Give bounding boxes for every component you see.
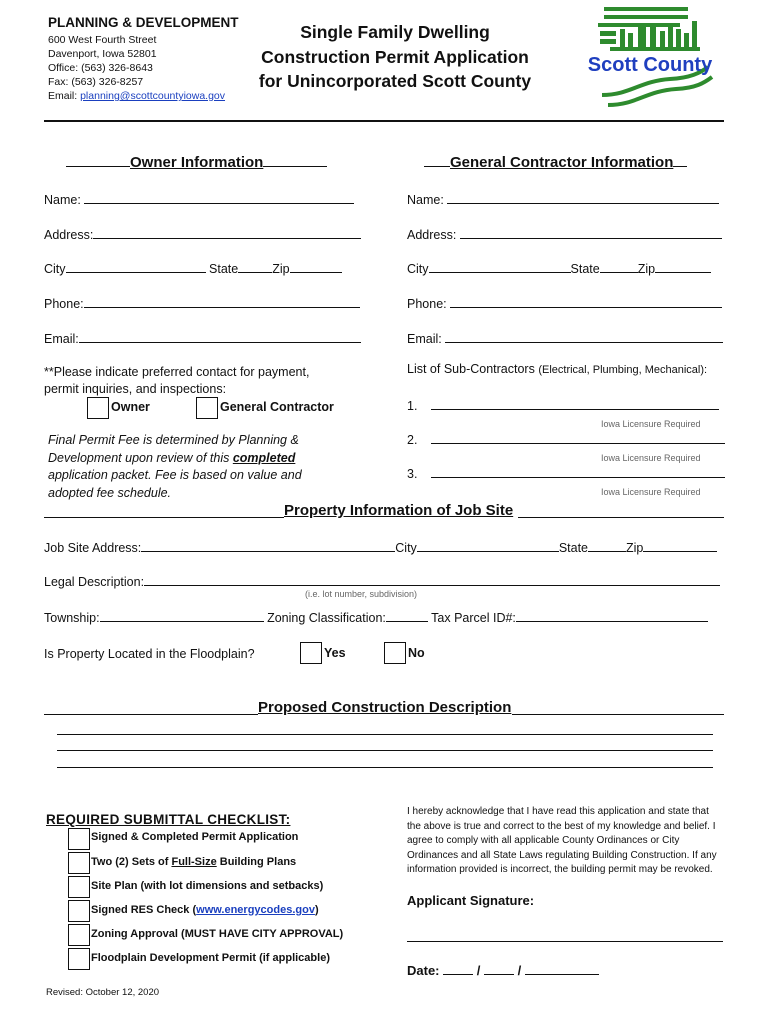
department-name: PLANNING & DEVELOPMENT xyxy=(48,15,239,30)
applicant-signature-label: Applicant Signature: xyxy=(407,893,535,908)
construction-line-1[interactable] xyxy=(57,734,713,735)
contractor-contact-label: General Contractor xyxy=(220,400,334,414)
legal-description-field[interactable]: Legal Description: xyxy=(44,573,720,589)
logo-text: Scott County xyxy=(587,54,713,76)
title-line-2: Construction Permit Application xyxy=(261,46,529,67)
email-label: Email: xyxy=(48,90,81,102)
owner-name-field[interactable]: Name: xyxy=(44,191,354,207)
subcontractor-2-field[interactable]: 2. xyxy=(407,431,725,447)
acknowledgement-text: I hereby acknowledge that I have read this application and state that the above is true and correct to the best of my knowledge and belief. I agree to comply with all applicable County Ordinances or City Ordinances and all State Laws regulating Building Construction. If any information provided is incorrect, the building permit may be revoked. xyxy=(407,806,717,875)
address-line-2: Davenport, Iowa 52801 xyxy=(48,48,157,60)
contractor-email-field[interactable]: Email: xyxy=(407,330,723,346)
floodplain-no-label: No xyxy=(408,646,425,660)
revised-date: Revised: October 12, 2020 xyxy=(46,987,160,998)
owner-city-state-zip-field[interactable]: City State Zip xyxy=(44,260,342,276)
title-line-1: Single Family Dwelling xyxy=(300,22,490,42)
contractor-name-field[interactable]: Name: xyxy=(407,191,719,207)
checklist-checkbox-3[interactable] xyxy=(68,876,90,898)
scott-county-logo xyxy=(580,3,720,111)
checklist-heading: REQUIRED SUBMITTAL CHECKLIST: xyxy=(46,812,291,827)
checklist-checkbox-2[interactable] xyxy=(68,852,90,874)
address-line-1: 600 West Fourth Street xyxy=(48,34,157,46)
legal-description-hint: (i.e. lot number, subdivision) xyxy=(305,589,418,599)
owner-contact-checkbox[interactable] xyxy=(87,397,109,419)
email-line xyxy=(48,90,225,102)
construction-line-2[interactable] xyxy=(57,750,713,751)
checklist-item-5: Zoning Approval (MUST HAVE CITY APPROVAL) xyxy=(91,928,344,940)
checklist-checkbox-6[interactable] xyxy=(68,948,90,970)
office-phone: Office: (563) 326-8643 xyxy=(48,62,153,74)
contractor-heading: General Contractor Information xyxy=(424,152,687,171)
owner-heading: Owner Information xyxy=(66,152,327,171)
subcontractor-1-field[interactable]: 1. xyxy=(407,397,719,413)
subcontractor-3-field[interactable]: 3. xyxy=(407,465,725,481)
owner-phone-field[interactable]: Phone: xyxy=(44,295,360,311)
construction-rule-right xyxy=(512,714,724,715)
property-rule-left xyxy=(44,517,284,518)
floodplain-yes-checkbox[interactable] xyxy=(300,642,322,664)
owner-address-field[interactable]: Address: xyxy=(44,226,361,242)
energycodes-link[interactable]: www.energycodes.gov xyxy=(196,904,315,916)
contractor-address-field[interactable]: Address: xyxy=(407,226,722,242)
checklist-item-3: Site Plan (with lot dimensions and setbacks) xyxy=(91,880,324,892)
fax-number: Fax: (563) 326-8257 xyxy=(48,76,144,88)
construction-heading: Proposed Construction Description xyxy=(258,699,512,716)
licensure-note-2: Iowa Licensure Required xyxy=(601,453,701,463)
construction-line-3[interactable] xyxy=(57,767,713,768)
contractor-city-state-zip-field[interactable]: City State Zip xyxy=(407,260,711,276)
owner-contact-label: Owner xyxy=(111,400,150,414)
checklist-item-6: Floodplain Development Permit (if applicable) xyxy=(91,952,330,964)
checklist-checkbox-5[interactable] xyxy=(68,924,90,946)
floodplain-yes-label: Yes xyxy=(324,646,346,660)
township-zoning-parcel-field[interactable]: Township: Zoning Classification: Tax Parcel ID#: xyxy=(44,609,708,625)
contractor-phone-field[interactable]: Phone: xyxy=(407,295,722,311)
checklist-item-2: Two (2) Sets of Full-Size Building Plans xyxy=(91,856,297,868)
checklist-item-4: Signed RES Check (www.energycodes.gov) xyxy=(91,904,319,916)
property-rule-right xyxy=(518,517,724,518)
header-divider xyxy=(44,120,724,122)
preferred-contact-note: **Please indicate preferred contact for payment, permit inquiries, and inspections: xyxy=(44,365,310,396)
form-title xyxy=(245,20,545,94)
logo-graphic-icon xyxy=(580,3,720,111)
contractor-contact-checkbox[interactable] xyxy=(196,397,218,419)
licensure-note-1: Iowa Licensure Required xyxy=(601,419,701,429)
owner-email-field[interactable]: Email: xyxy=(44,330,361,346)
checklist-checkbox-1[interactable] xyxy=(68,828,90,850)
applicant-signature-line[interactable] xyxy=(407,941,723,942)
floodplain-no-checkbox[interactable] xyxy=(384,642,406,664)
signature-date-field[interactable]: Date: / / xyxy=(407,962,599,978)
title-line-3: for Unincorporated Scott County xyxy=(258,71,532,91)
final-fee-note: Final Permit Fee is determined by Planning & Development upon review of this completed application packet. Fee is based on value and adopted fee schedule. xyxy=(48,433,302,500)
floodplain-question: Is Property Located in the Floodplain? xyxy=(44,647,255,661)
checklist-item-1: Signed & Completed Permit Application xyxy=(91,831,299,843)
property-heading: Property Information of Job Site xyxy=(284,502,514,519)
email-link[interactable]: planning@scottcountyiowa.gov xyxy=(80,90,226,102)
licensure-note-3: Iowa Licensure Required xyxy=(601,487,701,497)
construction-rule-left xyxy=(44,714,258,715)
subcontractors-label: List of Sub-Contractors (Electrical, Plumbing, Mechanical): xyxy=(407,362,708,376)
checklist-checkbox-4[interactable] xyxy=(68,900,90,922)
job-site-address-field[interactable]: Job Site Address: City State Zip xyxy=(44,539,717,555)
